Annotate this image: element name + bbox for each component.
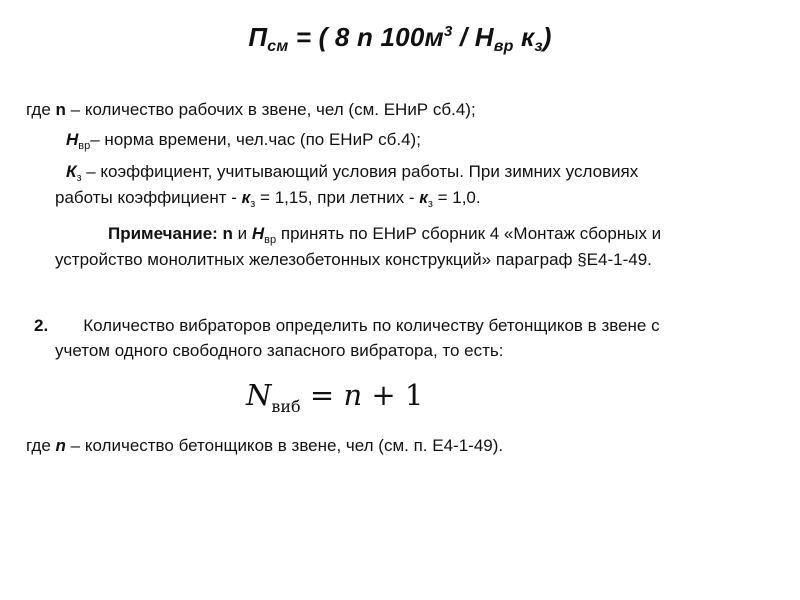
def-hvr-text: – норма времени, чел.час (по ЕНиР сб.4); bbox=[90, 130, 421, 149]
kz-text-c: = 1,0. bbox=[432, 188, 481, 207]
item2-text-1: Количество вибраторов определить по количеству бетонщиков в звене с bbox=[83, 316, 660, 335]
final-def-line bbox=[26, 434, 503, 458]
final-var-n: n bbox=[55, 436, 66, 455]
var-n: n bbox=[55, 100, 66, 119]
kz-text-a: работы коэффициент - bbox=[55, 188, 242, 207]
final-where-label: где bbox=[26, 436, 56, 455]
title-lhs: П bbox=[248, 22, 268, 52]
note-var-h: Н bbox=[251, 224, 265, 243]
title-coef-subscript: з bbox=[534, 38, 543, 55]
note-var-n: n bbox=[222, 224, 233, 243]
vibrator-formula bbox=[246, 378, 423, 416]
formula-var-n: N bbox=[246, 378, 272, 412]
def-line-hvr bbox=[66, 128, 421, 158]
item2-line-2 bbox=[55, 339, 504, 363]
formula-subscript: виб bbox=[271, 397, 301, 416]
var-kz: К bbox=[66, 162, 77, 181]
title-coef-var: к bbox=[513, 22, 535, 52]
formula-title bbox=[0, 22, 800, 56]
def-n-text: – количество рабочих в звене, чел (см. ЕНиР сб.4); bbox=[65, 100, 476, 119]
title-expression: = ( 8 n 100м bbox=[288, 22, 444, 52]
var-hvr-subscript: вр bbox=[78, 140, 91, 152]
kz-sub-winter: з bbox=[250, 198, 256, 210]
item2-text-2: учетом одного свободного запасного вибратора, то есть: bbox=[55, 341, 504, 360]
item2-line-1 bbox=[34, 314, 660, 338]
title-norm-var: / Н bbox=[452, 22, 494, 52]
title-norm-subscript: вр bbox=[493, 38, 514, 55]
formula-equals: = bbox=[300, 378, 344, 412]
note-and: и bbox=[232, 224, 252, 243]
final-def-text: – количество бетонщиков в звене, чел (см. п. Е4-1-49). bbox=[65, 436, 504, 455]
where-label: где bbox=[26, 100, 56, 119]
item2-number: 2. bbox=[34, 316, 49, 335]
def-line-kz-values bbox=[55, 186, 481, 216]
kz-var-winter: к bbox=[241, 188, 251, 207]
var-kz-subscript: з bbox=[76, 172, 82, 184]
def-kz-text: – коэффициент, учитывающий условия работы. При зимних условиях bbox=[81, 162, 639, 181]
formula-plus: + bbox=[362, 378, 405, 412]
title-close-paren: ) bbox=[542, 22, 552, 52]
formula-one: 1 bbox=[404, 378, 424, 412]
note-text-1: принять по ЕНиР сборник 4 «Монтаж сборных и bbox=[276, 224, 662, 243]
note-text-2: устройство монолитных железобетонных конструкций» параграф §Е4-1-49. bbox=[55, 250, 652, 269]
kz-sub-summer: з bbox=[427, 198, 433, 210]
var-hvr: Н bbox=[66, 130, 79, 149]
note-label: Примечание: bbox=[108, 224, 223, 243]
title-lhs-subscript: см bbox=[267, 38, 289, 55]
def-line-n bbox=[26, 98, 476, 122]
kz-var-summer: к bbox=[419, 188, 428, 207]
note-line-2 bbox=[55, 248, 652, 272]
kz-text-b: = 1,15, при летних - bbox=[255, 188, 420, 207]
formula-n: n bbox=[343, 378, 363, 412]
title-superscript: 3 bbox=[443, 23, 453, 40]
note-var-h-subscript: вр bbox=[264, 234, 277, 246]
